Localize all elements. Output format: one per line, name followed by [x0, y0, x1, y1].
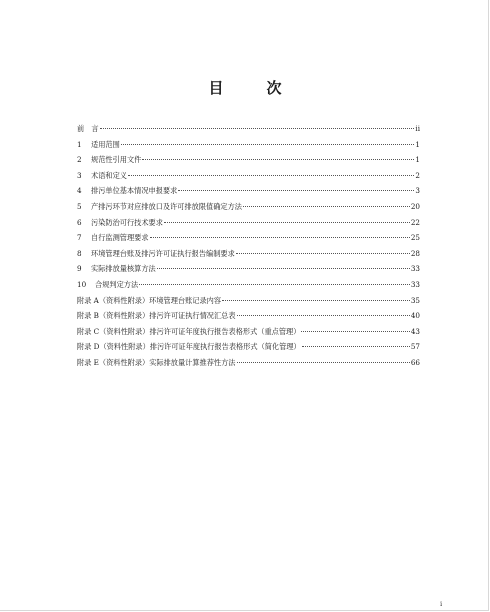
toc-entry-number: 附录 D — [77, 342, 100, 352]
toc-entry-label: （资料性附录）环境管理台账记录内容 — [98, 295, 222, 305]
toc-entry-label: 合规判定方法 — [95, 279, 139, 289]
dot-leader — [237, 362, 410, 363]
toc-entry-10[interactable] — [77, 277, 420, 293]
toc-entry-page: 33 — [410, 279, 420, 289]
toc-entry-label: （资料性附录）排污许可证年度执行报告表格形式（简化管理） — [99, 342, 301, 352]
toc-entry-page: 43 — [410, 326, 420, 336]
toc-entry-label: 术语和定义 — [91, 170, 127, 180]
toc-entry-page: ii — [415, 124, 420, 133]
toc-entry-appendix-d[interactable] — [77, 339, 420, 355]
toc-entry-8[interactable] — [77, 246, 420, 262]
dot-leader — [178, 190, 414, 191]
toc-entry-number: 3 — [77, 170, 82, 180]
toc-entry-9[interactable] — [77, 261, 420, 277]
dot-leader — [236, 253, 410, 254]
toc-entry-number: 附录 B — [77, 311, 99, 321]
toc-entry-label: 实际排放量核算方法 — [91, 264, 156, 274]
toc-entry-label: （资料性附录）排污许可证年度执行报告表格形式（重点管理） — [99, 326, 301, 336]
toc-entry-3[interactable] — [77, 168, 420, 184]
toc-entry-number: 9 — [77, 264, 82, 274]
dot-leader — [100, 128, 415, 129]
toc-entry-5[interactable] — [77, 199, 420, 215]
toc-entry-label: 产排污环节对应排放口及许可排放限值确定方法 — [91, 201, 242, 211]
toc-entry-2[interactable] — [77, 152, 420, 168]
page-number: i — [440, 601, 442, 608]
toc-entry-number: 5 — [77, 201, 82, 211]
toc-entry-page: 1 — [415, 139, 420, 149]
toc-entry-6[interactable] — [77, 215, 420, 231]
toc-entry-page: 1 — [415, 155, 420, 165]
toc-entry-appendix-e[interactable] — [77, 355, 420, 371]
dot-leader — [150, 237, 410, 238]
toc-entry-number: 8 — [77, 248, 82, 258]
toc-entry-number: 1 — [77, 139, 82, 149]
toc-entry-number: 附录 E — [77, 357, 99, 367]
dot-leader — [301, 331, 409, 332]
toc-entry-page: 2 — [415, 170, 420, 180]
dot-leader — [142, 159, 414, 160]
dot-leader — [237, 315, 410, 316]
dot-leader — [128, 175, 414, 176]
toc-entry-label: 前 言 — [77, 124, 99, 133]
toc-entry-label: 排污单位基本情况申报要求 — [91, 186, 178, 196]
toc-entry-number: 2 — [77, 155, 82, 165]
toc-entry-label: 适用范围 — [91, 139, 120, 149]
dot-leader — [243, 206, 410, 207]
toc-entry-page: 66 — [410, 357, 420, 367]
toc-title: 目 次 — [208, 79, 296, 97]
dot-leader — [222, 300, 410, 301]
toc-entry-page: 40 — [410, 311, 420, 321]
toc-entry-page: 33 — [410, 264, 420, 274]
toc-entry-foreword[interactable] — [77, 121, 420, 137]
table-of-contents — [77, 121, 420, 371]
toc-entry-number: 附录 A — [77, 295, 99, 305]
toc-entry-number: 6 — [77, 217, 82, 227]
dot-leader — [164, 222, 410, 223]
toc-entry-label: 环境管理台账及排污许可证执行报告编制要求 — [91, 248, 235, 258]
dot-leader — [139, 284, 410, 285]
dot-leader — [121, 144, 415, 145]
toc-entry-label: 污染防治可行技术要求 — [91, 217, 163, 227]
dot-leader — [157, 268, 410, 269]
toc-entry-page: 3 — [415, 186, 420, 196]
toc-entry-number: 7 — [77, 233, 82, 243]
toc-entry-number: 附录 C — [77, 326, 100, 336]
toc-entry-page: 57 — [410, 342, 420, 352]
toc-entry-label: （资料性附录）实际排放量计算推荐性方法 — [98, 357, 236, 367]
toc-entry-page: 22 — [410, 217, 420, 227]
toc-entry-page: 28 — [410, 248, 420, 258]
toc-entry-label: （资料性附录）排污许可证执行情况汇总表 — [98, 311, 236, 321]
toc-entry-appendix-a[interactable] — [77, 293, 420, 309]
toc-entry-number: 10 — [77, 279, 87, 289]
toc-entry-page: 25 — [410, 233, 420, 243]
toc-entry-1[interactable] — [77, 137, 420, 153]
toc-entry-4[interactable] — [77, 183, 420, 199]
toc-entry-label: 自行监测管理要求 — [91, 233, 149, 243]
toc-entry-appendix-c[interactable] — [77, 324, 420, 340]
toc-entry-page: 20 — [410, 201, 420, 211]
toc-entry-number: 4 — [77, 186, 82, 196]
toc-entry-7[interactable] — [77, 230, 420, 246]
toc-entry-label: 规范性引用文件 — [91, 155, 142, 165]
toc-entry-page: 35 — [410, 295, 420, 305]
toc-entry-appendix-b[interactable] — [77, 308, 420, 324]
dot-leader — [302, 346, 410, 347]
